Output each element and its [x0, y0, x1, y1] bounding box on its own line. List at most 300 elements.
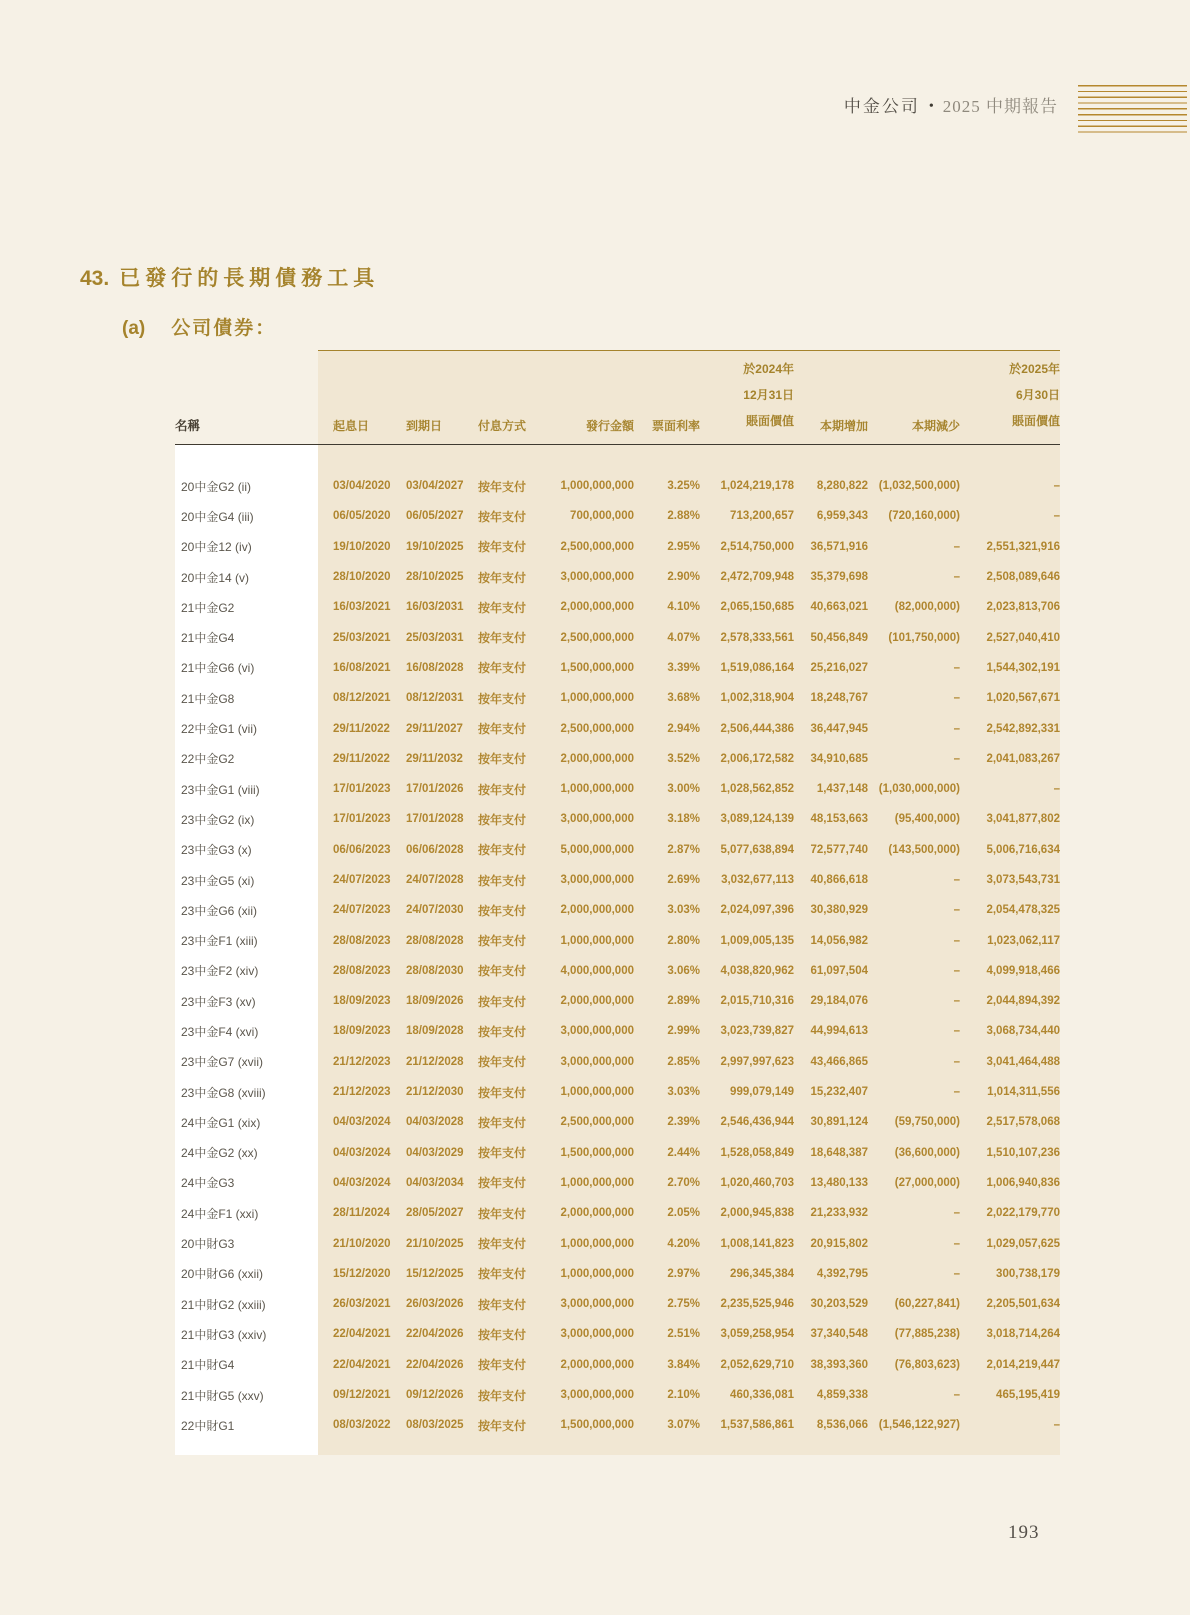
cell-payment-method: 按年支付: [476, 1077, 548, 1107]
cell-maturity-date: 21/12/2028: [404, 1047, 476, 1077]
cell-decreases: (82,000,000): [868, 592, 960, 622]
cell-issue-amount: 1,500,000,000: [548, 1138, 634, 1168]
cell-coupon-rate: 3.03%: [634, 895, 700, 925]
cell-carrying-2024: 4,038,820,962: [700, 956, 794, 986]
table-row: [175, 1228, 1060, 1258]
cell-issue-amount: 1,000,000,000: [548, 1077, 634, 1107]
cell-carrying-2024: 2,514,750,000: [700, 532, 794, 562]
cell-name: 20中財G6 (xxii): [175, 1259, 318, 1289]
cell-coupon-rate: 3.68%: [634, 683, 700, 713]
cell-start-date: 24/07/2023: [318, 865, 404, 895]
cell-start-date: 29/11/2022: [318, 713, 404, 743]
cell-name: 21中金G8: [175, 683, 318, 713]
cell-maturity-date: 24/07/2028: [404, 865, 476, 895]
cell-issue-amount: 1,000,000,000: [548, 1168, 634, 1198]
cell-start-date: 28/10/2020: [318, 562, 404, 592]
cell-name: 20中金G4 (iii): [175, 501, 318, 531]
cell-decreases: –: [868, 1016, 960, 1046]
table-row: [175, 1168, 1060, 1198]
cell-start-date: 17/01/2023: [318, 774, 404, 804]
cell-carrying-2025: 1,023,062,117: [960, 925, 1060, 955]
cell-additions: 6,959,343: [794, 501, 868, 531]
cell-decreases: –: [868, 653, 960, 683]
cell-additions: 18,248,767: [794, 683, 868, 713]
col-header-carrying-2025: [960, 351, 1060, 445]
cell-payment-method: 按年支付: [476, 501, 548, 531]
cell-carrying-2025: 3,018,714,264: [960, 1319, 1060, 1349]
cell-decreases: –: [868, 562, 960, 592]
cell-issue-amount: 2,000,000,000: [548, 986, 634, 1016]
cell-maturity-date: 04/03/2028: [404, 1107, 476, 1137]
cell-payment-method: 按年支付: [476, 592, 548, 622]
cell-carrying-2024: 2,546,436,944: [700, 1107, 794, 1137]
cell-issue-amount: 3,000,000,000: [548, 1319, 634, 1349]
cell-issue-amount: 2,000,000,000: [548, 1198, 634, 1228]
table-row: [175, 1016, 1060, 1046]
table-row: [175, 774, 1060, 804]
cell-carrying-2025: 300,738,179: [960, 1259, 1060, 1289]
cell-start-date: 29/11/2022: [318, 744, 404, 774]
cell-carrying-2025: 5,006,716,634: [960, 835, 1060, 865]
cell-carrying-2025: 3,041,877,802: [960, 804, 1060, 834]
table-header-row: [175, 351, 1060, 445]
cell-coupon-rate: 2.70%: [634, 1168, 700, 1198]
cell-issue-amount: 2,500,000,000: [548, 532, 634, 562]
cell-coupon-rate: 2.80%: [634, 925, 700, 955]
cell-decreases: –: [868, 925, 960, 955]
cell-maturity-date: 18/09/2026: [404, 986, 476, 1016]
cell-carrying-2024: 1,024,219,178: [700, 445, 794, 502]
cell-name: 22中金G1 (vii): [175, 713, 318, 743]
cell-payment-method: 按年支付: [476, 1289, 548, 1319]
cell-carrying-2025: 2,542,892,331: [960, 713, 1060, 743]
cell-carrying-2024: 2,578,333,561: [700, 622, 794, 652]
report-title: 2025 中期報告: [942, 97, 1058, 116]
cell-payment-method: 按年支付: [476, 1380, 548, 1410]
carrying-2024-line2: 12月31日: [743, 388, 794, 402]
cell-coupon-rate: 3.39%: [634, 653, 700, 683]
cell-issue-amount: 4,000,000,000: [548, 956, 634, 986]
cell-payment-method: 按年支付: [476, 1138, 548, 1168]
cell-carrying-2024: 1,528,058,849: [700, 1138, 794, 1168]
cell-decreases: –: [868, 1198, 960, 1228]
cell-start-date: 04/03/2024: [318, 1138, 404, 1168]
cell-carrying-2024: 5,077,638,894: [700, 835, 794, 865]
cell-decreases: (95,400,000): [868, 804, 960, 834]
cell-start-date: 21/12/2023: [318, 1047, 404, 1077]
cell-start-date: 08/03/2022: [318, 1410, 404, 1454]
cell-start-date: 21/10/2020: [318, 1228, 404, 1258]
bond-table: [175, 350, 1060, 1455]
table-row: [175, 622, 1060, 652]
cell-decreases: (59,750,000): [868, 1107, 960, 1137]
table-row: [175, 986, 1060, 1016]
cell-payment-method: 按年支付: [476, 1047, 548, 1077]
cell-maturity-date: 26/03/2026: [404, 1289, 476, 1319]
cell-maturity-date: 22/04/2026: [404, 1319, 476, 1349]
cell-carrying-2025: 4,099,918,466: [960, 956, 1060, 986]
cell-additions: 29,184,076: [794, 986, 868, 1016]
cell-carrying-2025: 1,014,311,556: [960, 1077, 1060, 1107]
table-row: [175, 1077, 1060, 1107]
section-title: [80, 262, 379, 292]
cell-carrying-2024: 1,519,086,164: [700, 653, 794, 683]
cell-additions: 20,915,802: [794, 1228, 868, 1258]
cell-name: 24中金F1 (xxi): [175, 1198, 318, 1228]
cell-maturity-date: 06/05/2027: [404, 501, 476, 531]
cell-additions: 40,663,021: [794, 592, 868, 622]
table-row: [175, 1138, 1060, 1168]
cell-decreases: –: [868, 1259, 960, 1289]
cell-coupon-rate: 2.88%: [634, 501, 700, 531]
cell-name: 24中金G1 (xix): [175, 1107, 318, 1137]
cell-additions: 25,216,027: [794, 653, 868, 683]
cell-carrying-2024: 1,009,005,135: [700, 925, 794, 955]
cell-payment-method: 按年支付: [476, 1350, 548, 1380]
cell-coupon-rate: 3.03%: [634, 1077, 700, 1107]
cell-maturity-date: 28/05/2027: [404, 1198, 476, 1228]
cell-carrying-2024: 3,023,739,827: [700, 1016, 794, 1046]
cell-carrying-2025: 2,508,089,646: [960, 562, 1060, 592]
cell-issue-amount: 1,000,000,000: [548, 445, 634, 502]
cell-coupon-rate: 2.87%: [634, 835, 700, 865]
cell-carrying-2025: 2,023,813,706: [960, 592, 1060, 622]
cell-decreases: (60,227,841): [868, 1289, 960, 1319]
horizontal-lines-icon: [1078, 85, 1187, 137]
cell-issue-amount: 3,000,000,000: [548, 804, 634, 834]
cell-issue-amount: 3,000,000,000: [548, 1047, 634, 1077]
table-row: [175, 1380, 1060, 1410]
cell-issue-amount: 1,000,000,000: [548, 1259, 634, 1289]
cell-decreases: –: [868, 1380, 960, 1410]
cell-carrying-2024: 3,059,258,954: [700, 1319, 794, 1349]
cell-name: 23中金F3 (xv): [175, 986, 318, 1016]
cell-decreases: –: [868, 895, 960, 925]
cell-coupon-rate: 4.20%: [634, 1228, 700, 1258]
cell-decreases: (143,500,000): [868, 835, 960, 865]
col-header-payment-method: 付息方式: [476, 351, 548, 445]
cell-maturity-date: 28/10/2025: [404, 562, 476, 592]
cell-issue-amount: 3,000,000,000: [548, 562, 634, 592]
cell-additions: 14,056,982: [794, 925, 868, 955]
cell-name: 21中金G2: [175, 592, 318, 622]
cell-issue-amount: 2,500,000,000: [548, 713, 634, 743]
cell-issue-amount: 2,500,000,000: [548, 1107, 634, 1137]
cell-coupon-rate: 4.07%: [634, 622, 700, 652]
cell-additions: 72,577,740: [794, 835, 868, 865]
cell-maturity-date: 09/12/2026: [404, 1380, 476, 1410]
cell-name: 21中財G2 (xxiii): [175, 1289, 318, 1319]
cell-start-date: 09/12/2021: [318, 1380, 404, 1410]
cell-decreases: –: [868, 956, 960, 986]
cell-payment-method: 按年支付: [476, 1198, 548, 1228]
cell-carrying-2025: 2,527,040,410: [960, 622, 1060, 652]
col-header-coupon-rate: 票面利率: [634, 351, 700, 445]
cell-name: 20中金G2 (ii): [175, 445, 318, 502]
cell-maturity-date: 28/08/2030: [404, 956, 476, 986]
cell-additions: 38,393,360: [794, 1350, 868, 1380]
cell-start-date: 28/08/2023: [318, 956, 404, 986]
cell-coupon-rate: 2.99%: [634, 1016, 700, 1046]
cell-issue-amount: 2,000,000,000: [548, 744, 634, 774]
cell-coupon-rate: 3.84%: [634, 1350, 700, 1380]
cell-start-date: 21/12/2023: [318, 1077, 404, 1107]
cell-decreases: (76,803,623): [868, 1350, 960, 1380]
cell-maturity-date: 17/01/2028: [404, 804, 476, 834]
cell-maturity-date: 16/08/2028: [404, 653, 476, 683]
cell-additions: 44,994,613: [794, 1016, 868, 1046]
cell-additions: 43,466,865: [794, 1047, 868, 1077]
cell-issue-amount: 3,000,000,000: [548, 1289, 634, 1319]
cell-payment-method: 按年支付: [476, 986, 548, 1016]
cell-carrying-2024: 2,506,444,386: [700, 713, 794, 743]
cell-payment-method: 按年支付: [476, 622, 548, 652]
cell-additions: 8,280,822: [794, 445, 868, 502]
cell-payment-method: 按年支付: [476, 1168, 548, 1198]
cell-carrying-2024: 1,020,460,703: [700, 1168, 794, 1198]
cell-name: 23中金G5 (xi): [175, 865, 318, 895]
cell-name: 21中財G3 (xxiv): [175, 1319, 318, 1349]
cell-payment-method: 按年支付: [476, 1259, 548, 1289]
cell-maturity-date: 29/11/2027: [404, 713, 476, 743]
cell-carrying-2024: 2,472,709,948: [700, 562, 794, 592]
cell-carrying-2025: 3,068,734,440: [960, 1016, 1060, 1046]
cell-carrying-2025: –: [960, 445, 1060, 502]
cell-coupon-rate: 2.89%: [634, 986, 700, 1016]
cell-maturity-date: 06/06/2028: [404, 835, 476, 865]
cell-start-date: 25/03/2021: [318, 622, 404, 652]
cell-start-date: 08/12/2021: [318, 683, 404, 713]
cell-additions: 4,859,338: [794, 1380, 868, 1410]
section-title-text: 已發行的長期債務工具: [119, 267, 380, 290]
cell-payment-method: 按年支付: [476, 835, 548, 865]
cell-additions: 30,203,529: [794, 1289, 868, 1319]
cell-maturity-date: 04/03/2029: [404, 1138, 476, 1168]
table-row: [175, 1289, 1060, 1319]
cell-decreases: –: [868, 1077, 960, 1107]
cell-payment-method: 按年支付: [476, 1319, 548, 1349]
table-row: [175, 835, 1060, 865]
cell-carrying-2024: 296,345,384: [700, 1259, 794, 1289]
cell-start-date: 17/01/2023: [318, 804, 404, 834]
cell-maturity-date: 28/08/2028: [404, 925, 476, 955]
cell-payment-method: 按年支付: [476, 653, 548, 683]
cell-carrying-2025: 1,006,940,836: [960, 1168, 1060, 1198]
cell-name: 23中金F1 (xiii): [175, 925, 318, 955]
cell-carrying-2025: –: [960, 1410, 1060, 1454]
cell-coupon-rate: 2.90%: [634, 562, 700, 592]
cell-payment-method: 按年支付: [476, 744, 548, 774]
cell-maturity-date: 18/09/2028: [404, 1016, 476, 1046]
cell-name: 23中金F2 (xiv): [175, 956, 318, 986]
cell-carrying-2025: 3,041,464,488: [960, 1047, 1060, 1077]
cell-issue-amount: 1,500,000,000: [548, 653, 634, 683]
cell-start-date: 26/03/2021: [318, 1289, 404, 1319]
cell-payment-method: 按年支付: [476, 445, 548, 502]
cell-additions: 30,891,124: [794, 1107, 868, 1137]
cell-coupon-rate: 2.85%: [634, 1047, 700, 1077]
cell-decreases: –: [868, 713, 960, 743]
cell-start-date: 04/03/2024: [318, 1107, 404, 1137]
cell-maturity-date: 16/03/2031: [404, 592, 476, 622]
cell-issue-amount: 2,000,000,000: [548, 895, 634, 925]
cell-decreases: –: [868, 986, 960, 1016]
cell-additions: 4,392,795: [794, 1259, 868, 1289]
cell-payment-method: 按年支付: [476, 532, 548, 562]
cell-start-date: 18/09/2023: [318, 986, 404, 1016]
cell-additions: 36,447,945: [794, 713, 868, 743]
table-row: [175, 865, 1060, 895]
cell-decreases: –: [868, 683, 960, 713]
cell-coupon-rate: 3.07%: [634, 1410, 700, 1454]
subsection-label: (a): [122, 318, 146, 339]
cell-issue-amount: 1,000,000,000: [548, 925, 634, 955]
cell-issue-amount: 3,000,000,000: [548, 865, 634, 895]
table-row: [175, 1198, 1060, 1228]
cell-maturity-date: 04/03/2034: [404, 1168, 476, 1198]
carrying-2024-line1: 於2024年: [743, 362, 794, 376]
table-row: [175, 653, 1060, 683]
cell-decreases: (1,032,500,000): [868, 445, 960, 502]
cell-name: 21中財G5 (xxv): [175, 1380, 318, 1410]
cell-payment-method: 按年支付: [476, 895, 548, 925]
cell-maturity-date: 24/07/2030: [404, 895, 476, 925]
cell-start-date: 22/04/2021: [318, 1319, 404, 1349]
table-row: [175, 925, 1060, 955]
page-header: [844, 92, 1058, 117]
cell-additions: 48,153,663: [794, 804, 868, 834]
cell-decreases: (1,546,122,927): [868, 1410, 960, 1454]
table-row: [175, 804, 1060, 834]
cell-issue-amount: 1,000,000,000: [548, 1228, 634, 1258]
carrying-2025-line2: 6月30日: [1015, 388, 1060, 402]
cell-decreases: (101,750,000): [868, 622, 960, 652]
header-separator-dot: •: [928, 99, 934, 114]
cell-additions: 15,232,407: [794, 1077, 868, 1107]
carrying-2025-line1: 於2025年: [1009, 362, 1060, 376]
cell-carrying-2024: 3,032,677,113: [700, 865, 794, 895]
cell-carrying-2025: –: [960, 501, 1060, 531]
table-row: [175, 744, 1060, 774]
cell-coupon-rate: 2.69%: [634, 865, 700, 895]
cell-carrying-2025: 2,517,578,068: [960, 1107, 1060, 1137]
cell-coupon-rate: 3.25%: [634, 445, 700, 502]
cell-coupon-rate: 2.51%: [634, 1319, 700, 1349]
cell-start-date: 15/12/2020: [318, 1259, 404, 1289]
cell-payment-method: 按年支付: [476, 804, 548, 834]
table-row: [175, 1350, 1060, 1380]
cell-carrying-2024: 2,235,525,946: [700, 1289, 794, 1319]
cell-carrying-2024: 1,028,562,852: [700, 774, 794, 804]
cell-maturity-date: 03/04/2027: [404, 445, 476, 502]
cell-payment-method: 按年支付: [476, 713, 548, 743]
cell-additions: 37,340,548: [794, 1319, 868, 1349]
cell-coupon-rate: 2.05%: [634, 1198, 700, 1228]
cell-issue-amount: 2,500,000,000: [548, 622, 634, 652]
cell-start-date: 19/10/2020: [318, 532, 404, 562]
cell-decreases: –: [868, 865, 960, 895]
cell-start-date: 03/04/2020: [318, 445, 404, 502]
cell-coupon-rate: 3.18%: [634, 804, 700, 834]
cell-carrying-2024: 999,079,149: [700, 1077, 794, 1107]
table-row: [175, 532, 1060, 562]
cell-name: 21中金G4: [175, 622, 318, 652]
table-row: [175, 683, 1060, 713]
table-row: [175, 713, 1060, 743]
cell-maturity-date: 29/11/2032: [404, 744, 476, 774]
cell-name: 23中金G7 (xvii): [175, 1047, 318, 1077]
cell-carrying-2024: 2,997,997,623: [700, 1047, 794, 1077]
cell-payment-method: 按年支付: [476, 925, 548, 955]
cell-carrying-2024: 2,006,172,582: [700, 744, 794, 774]
cell-carrying-2024: 1,537,586,861: [700, 1410, 794, 1454]
cell-coupon-rate: 2.44%: [634, 1138, 700, 1168]
cell-decreases: –: [868, 1228, 960, 1258]
cell-name: 23中金F4 (xvi): [175, 1016, 318, 1046]
cell-carrying-2024: 713,200,657: [700, 501, 794, 531]
cell-decreases: (1,030,000,000): [868, 774, 960, 804]
cell-payment-method: 按年支付: [476, 562, 548, 592]
cell-name: 20中金14 (v): [175, 562, 318, 592]
table-row: [175, 1259, 1060, 1289]
cell-maturity-date: 21/12/2030: [404, 1077, 476, 1107]
cell-coupon-rate: 2.39%: [634, 1107, 700, 1137]
col-header-decreases: 本期減少: [868, 351, 960, 445]
cell-issue-amount: 1,500,000,000: [548, 1410, 634, 1454]
col-header-name: 名稱: [175, 351, 318, 445]
cell-start-date: 16/03/2021: [318, 592, 404, 622]
cell-coupon-rate: 3.52%: [634, 744, 700, 774]
cell-name: 23中金G1 (viii): [175, 774, 318, 804]
cell-name: 23中金G6 (xii): [175, 895, 318, 925]
section-number: 43.: [80, 267, 110, 290]
cell-carrying-2024: 2,015,710,316: [700, 986, 794, 1016]
cell-carrying-2024: 2,000,945,838: [700, 1198, 794, 1228]
cell-maturity-date: 15/12/2025: [404, 1259, 476, 1289]
page-number: 193: [1008, 1522, 1040, 1543]
cell-payment-method: 按年支付: [476, 1410, 548, 1454]
cell-coupon-rate: 2.94%: [634, 713, 700, 743]
cell-carrying-2025: –: [960, 774, 1060, 804]
table-row: [175, 592, 1060, 622]
cell-payment-method: 按年支付: [476, 1016, 548, 1046]
cell-carrying-2025: 2,014,219,447: [960, 1350, 1060, 1380]
cell-additions: 50,456,849: [794, 622, 868, 652]
cell-carrying-2025: 2,205,501,634: [960, 1289, 1060, 1319]
col-header-maturity-date: 到期日: [404, 351, 476, 445]
cell-maturity-date: 21/10/2025: [404, 1228, 476, 1258]
cell-decreases: (36,600,000): [868, 1138, 960, 1168]
cell-additions: 1,437,148: [794, 774, 868, 804]
cell-decreases: –: [868, 1047, 960, 1077]
table-row: [175, 895, 1060, 925]
table-row: [175, 1319, 1060, 1349]
col-header-carrying-2024: [700, 351, 794, 445]
cell-additions: 34,910,685: [794, 744, 868, 774]
company-name: 中金公司: [843, 97, 920, 116]
cell-payment-method: 按年支付: [476, 1107, 548, 1137]
cell-name: 22中財G1: [175, 1410, 318, 1454]
cell-payment-method: 按年支付: [476, 865, 548, 895]
cell-coupon-rate: 2.10%: [634, 1380, 700, 1410]
cell-maturity-date: 17/01/2026: [404, 774, 476, 804]
table-row: [175, 562, 1060, 592]
cell-carrying-2025: 2,022,179,770: [960, 1198, 1060, 1228]
cell-start-date: 22/04/2021: [318, 1350, 404, 1380]
cell-name: 23中金G2 (ix): [175, 804, 318, 834]
table-row: [175, 445, 1060, 502]
cell-issue-amount: 3,000,000,000: [548, 1016, 634, 1046]
